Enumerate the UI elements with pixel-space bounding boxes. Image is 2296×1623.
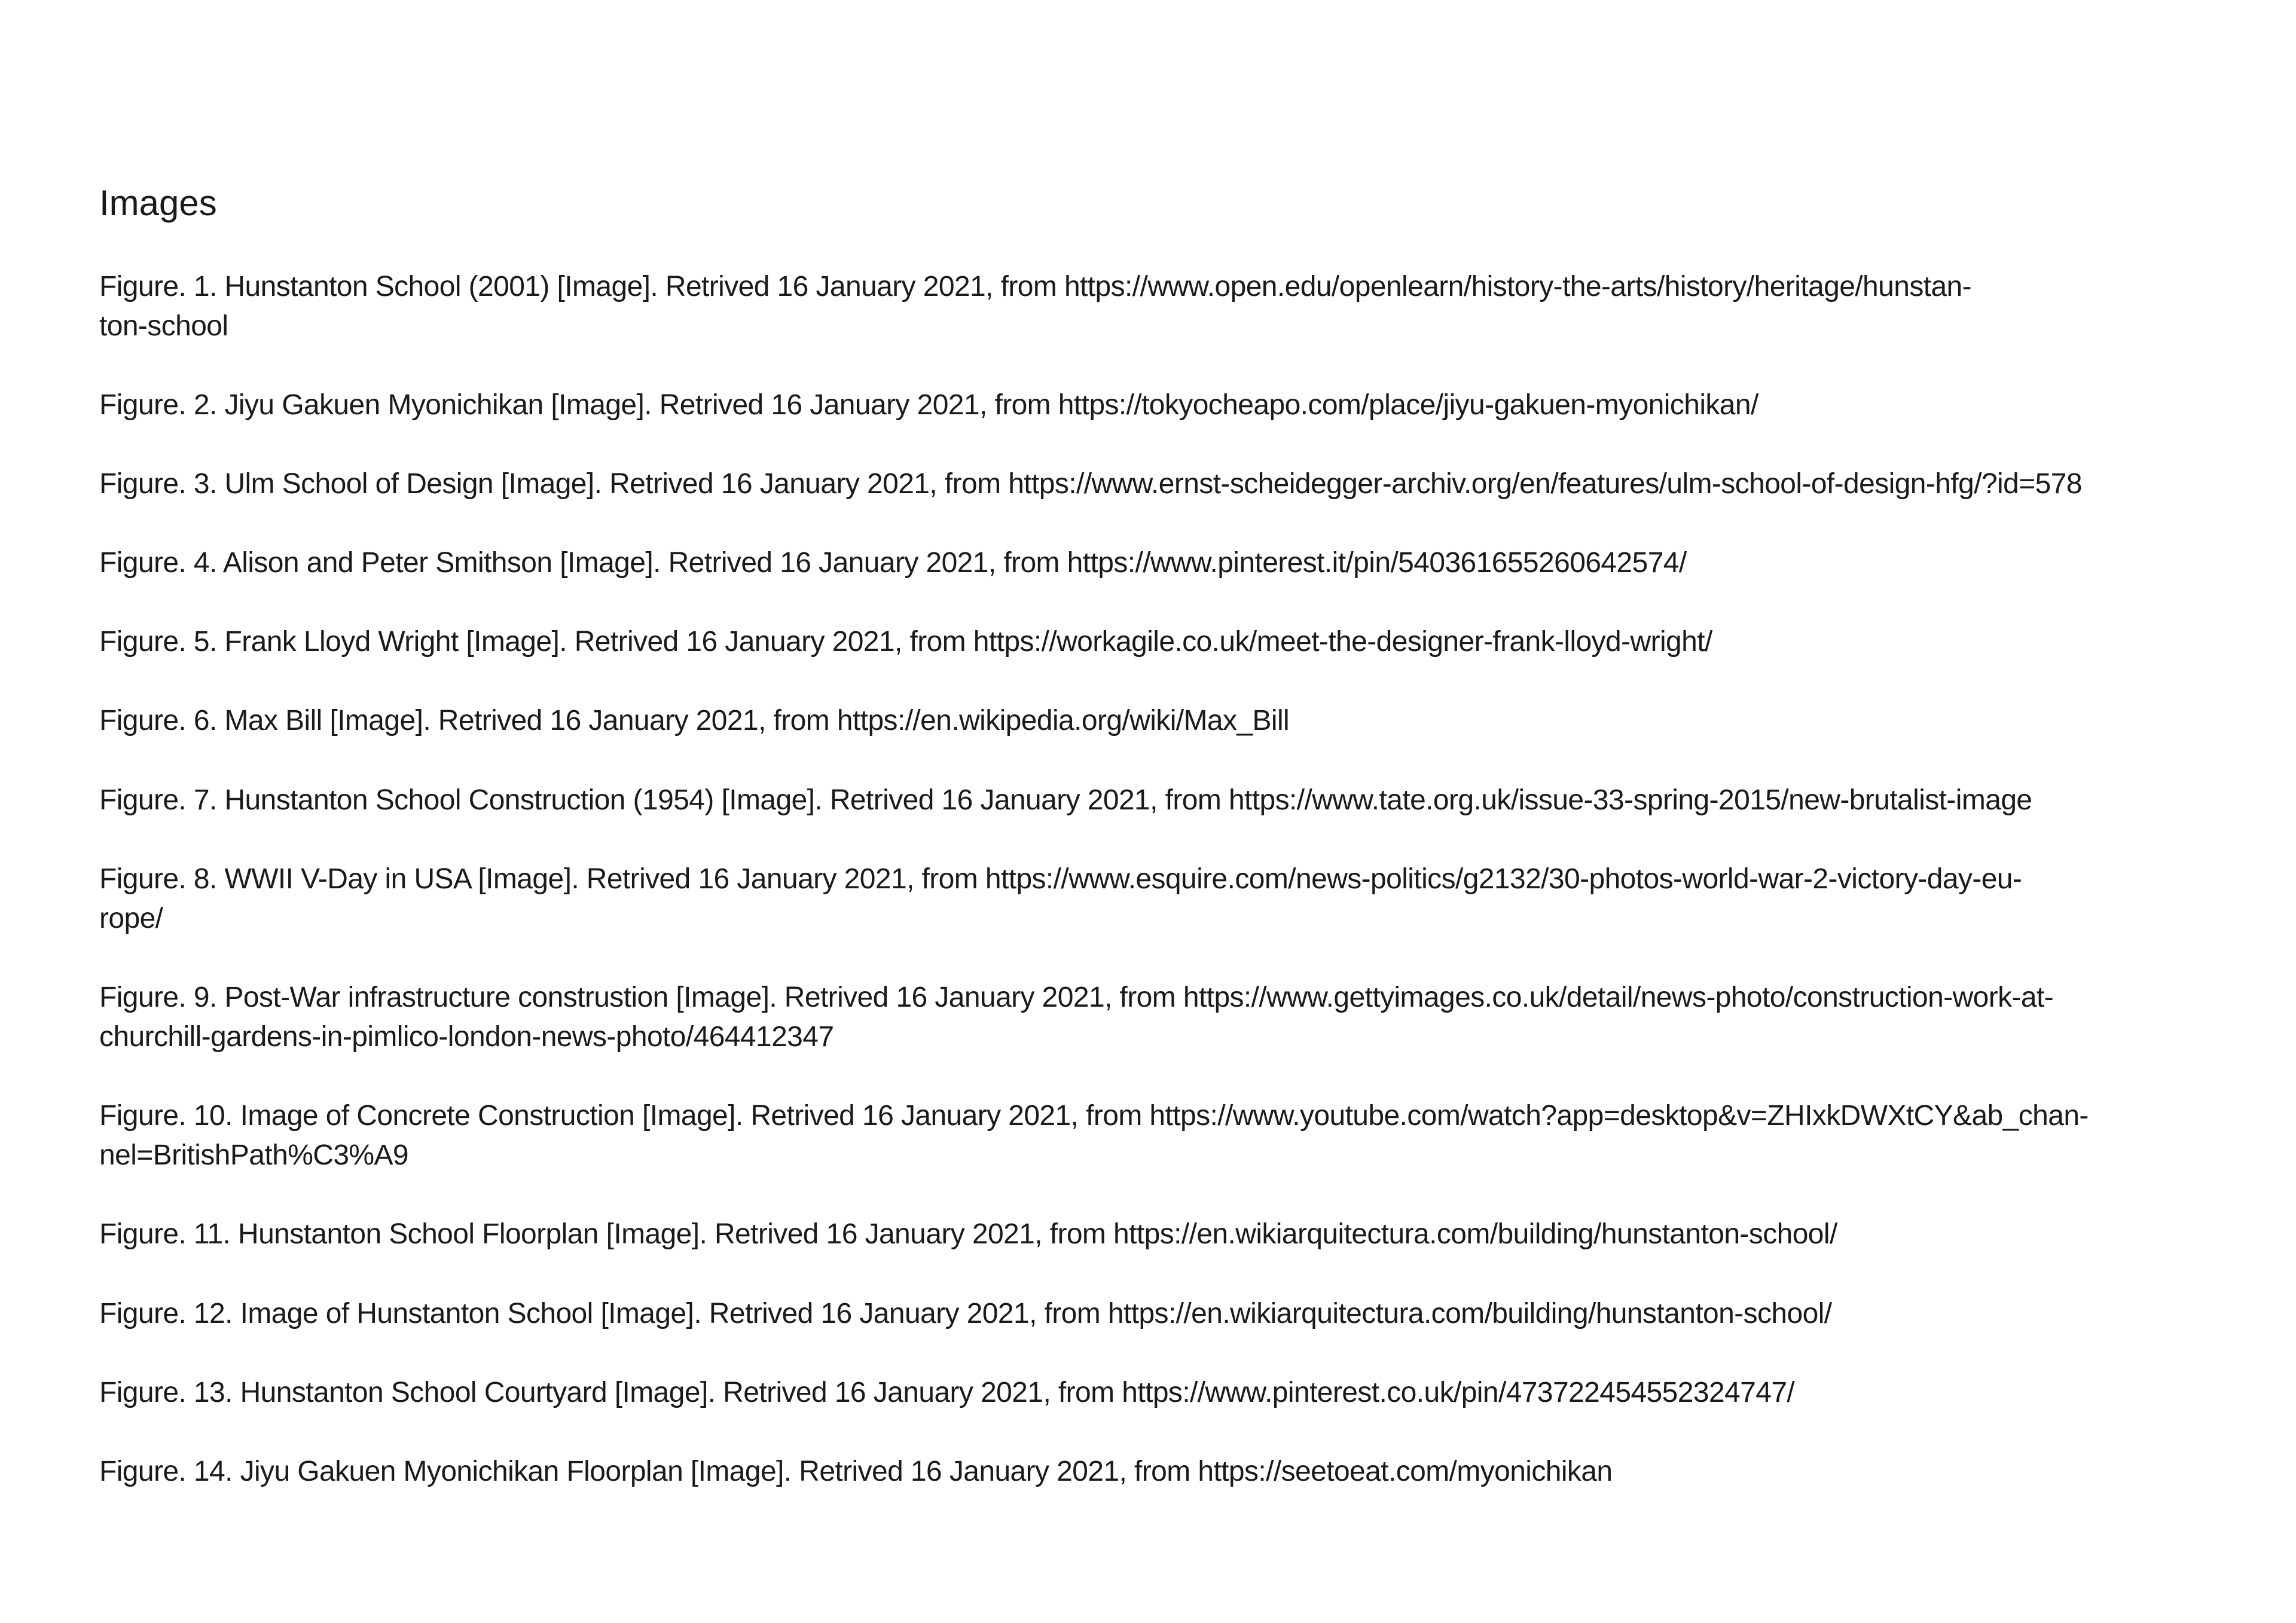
reference-item bbox=[99, 543, 2228, 583]
reference-line: Figure. 10. Image of Concrete Construction [Image]. Retrived 16 January 2021, from https://www.youtube.com/watch?app=desktop&v=ZHIxkDWXtCY&ab_chan- bbox=[99, 1100, 2089, 1132]
reference-line: Figure. 14. Jiyu Gakuen Myonichikan Floorplan [Image]. Retrived 16 January 2021, from https://seetoeat.com/myonichikan bbox=[99, 1456, 1613, 1487]
reference-line: Figure. 5. Frank Lloyd Wright [Image]. Retrived 16 January 2021, from https://workagile.co.uk/meet-the-designer-frank-lloyd-wright/ bbox=[99, 626, 1712, 658]
reference-item bbox=[99, 622, 2228, 662]
reference-line: ton-school bbox=[99, 310, 228, 342]
reference-item bbox=[99, 860, 2228, 939]
reference-line: rope/ bbox=[99, 903, 163, 934]
reference-item bbox=[99, 1294, 2228, 1334]
reference-item bbox=[99, 1373, 2228, 1413]
reference-line: Figure. 1. Hunstanton School (2001) [Image]. Retrived 16 January 2021, from https://www.open.edu/openlearn/history-the-arts/history/heritage/hunstan- bbox=[99, 271, 1972, 302]
reference-line: churchill-gardens-in-pimlico-london-news-photo/464412347 bbox=[99, 1021, 834, 1053]
reference-line: Figure. 3. Ulm School of Design [Image]. Retrived 16 January 2021, from https://www.ernst-scheidegger-archiv.org/en/features/ulm-school-of-design-hfg/?id=578 bbox=[99, 468, 2082, 500]
reference-item bbox=[99, 386, 2228, 425]
reference-item bbox=[99, 781, 2228, 820]
reference-line: Figure. 4. Alison and Peter Smithson [Image]. Retrived 16 January 2021, from https://www.pinterest.it/pin/540361655260642574/ bbox=[99, 547, 1687, 579]
reference-item bbox=[99, 464, 2228, 504]
reference-line: Figure. 6. Max Bill [Image]. Retrived 16 January 2021, from https://en.wikipedia.org/wiki/Max_Bill bbox=[99, 705, 1290, 736]
reference-line: Figure. 9. Post-War infrastructure construstion [Image]. Retrived 16 January 2021, from https://www.gettyimages.co.uk/detail/news-photo/construction-work-at- bbox=[99, 982, 2054, 1013]
reference-line: nel=BritishPath%C3%A9 bbox=[99, 1139, 409, 1171]
reference-line: Figure. 11. Hunstanton School Floorplan [Image]. Retrived 16 January 2021, from https://en.wikiarquitectura.com/building/hunstanton-school/ bbox=[99, 1218, 1837, 1250]
reference-item bbox=[99, 1096, 2228, 1175]
reference-item bbox=[99, 1215, 2228, 1254]
reference-line: Figure. 8. WWII V-Day in USA [Image]. Retrived 16 January 2021, from https://www.esquire.com/news-politics/g2132/30-photos-world-war-2-victory-day-eu- bbox=[99, 863, 2022, 895]
reference-item bbox=[99, 1452, 2228, 1491]
reference-item bbox=[99, 701, 2228, 741]
reference-item bbox=[99, 978, 2228, 1057]
reference-line: Figure. 12. Image of Hunstanton School [Image]. Retrived 16 January 2021, from https://en.wikiarquitectura.com/building/hunstanton-school/ bbox=[99, 1298, 1832, 1329]
reference-line: Figure. 13. Hunstanton School Courtyard [Image]. Retrived 16 January 2021, from https://www.pinterest.co.uk/pin/473722454552324747/ bbox=[99, 1377, 1795, 1408]
reference-line: Figure. 2. Jiyu Gakuen Myonichikan [Image]. Retrived 16 January 2021, from https://tokyocheapo.com/place/jiyu-gakuen-myonichikan/ bbox=[99, 389, 1758, 421]
reference-item bbox=[99, 267, 2228, 346]
reference-line: Figure. 7. Hunstanton School Construction (1954) [Image]. Retrived 16 January 2021, from https://www.tate.org.uk/issue-33-spring-2015/new-brutalist-image bbox=[99, 784, 2032, 816]
page-title: Images bbox=[99, 183, 217, 223]
